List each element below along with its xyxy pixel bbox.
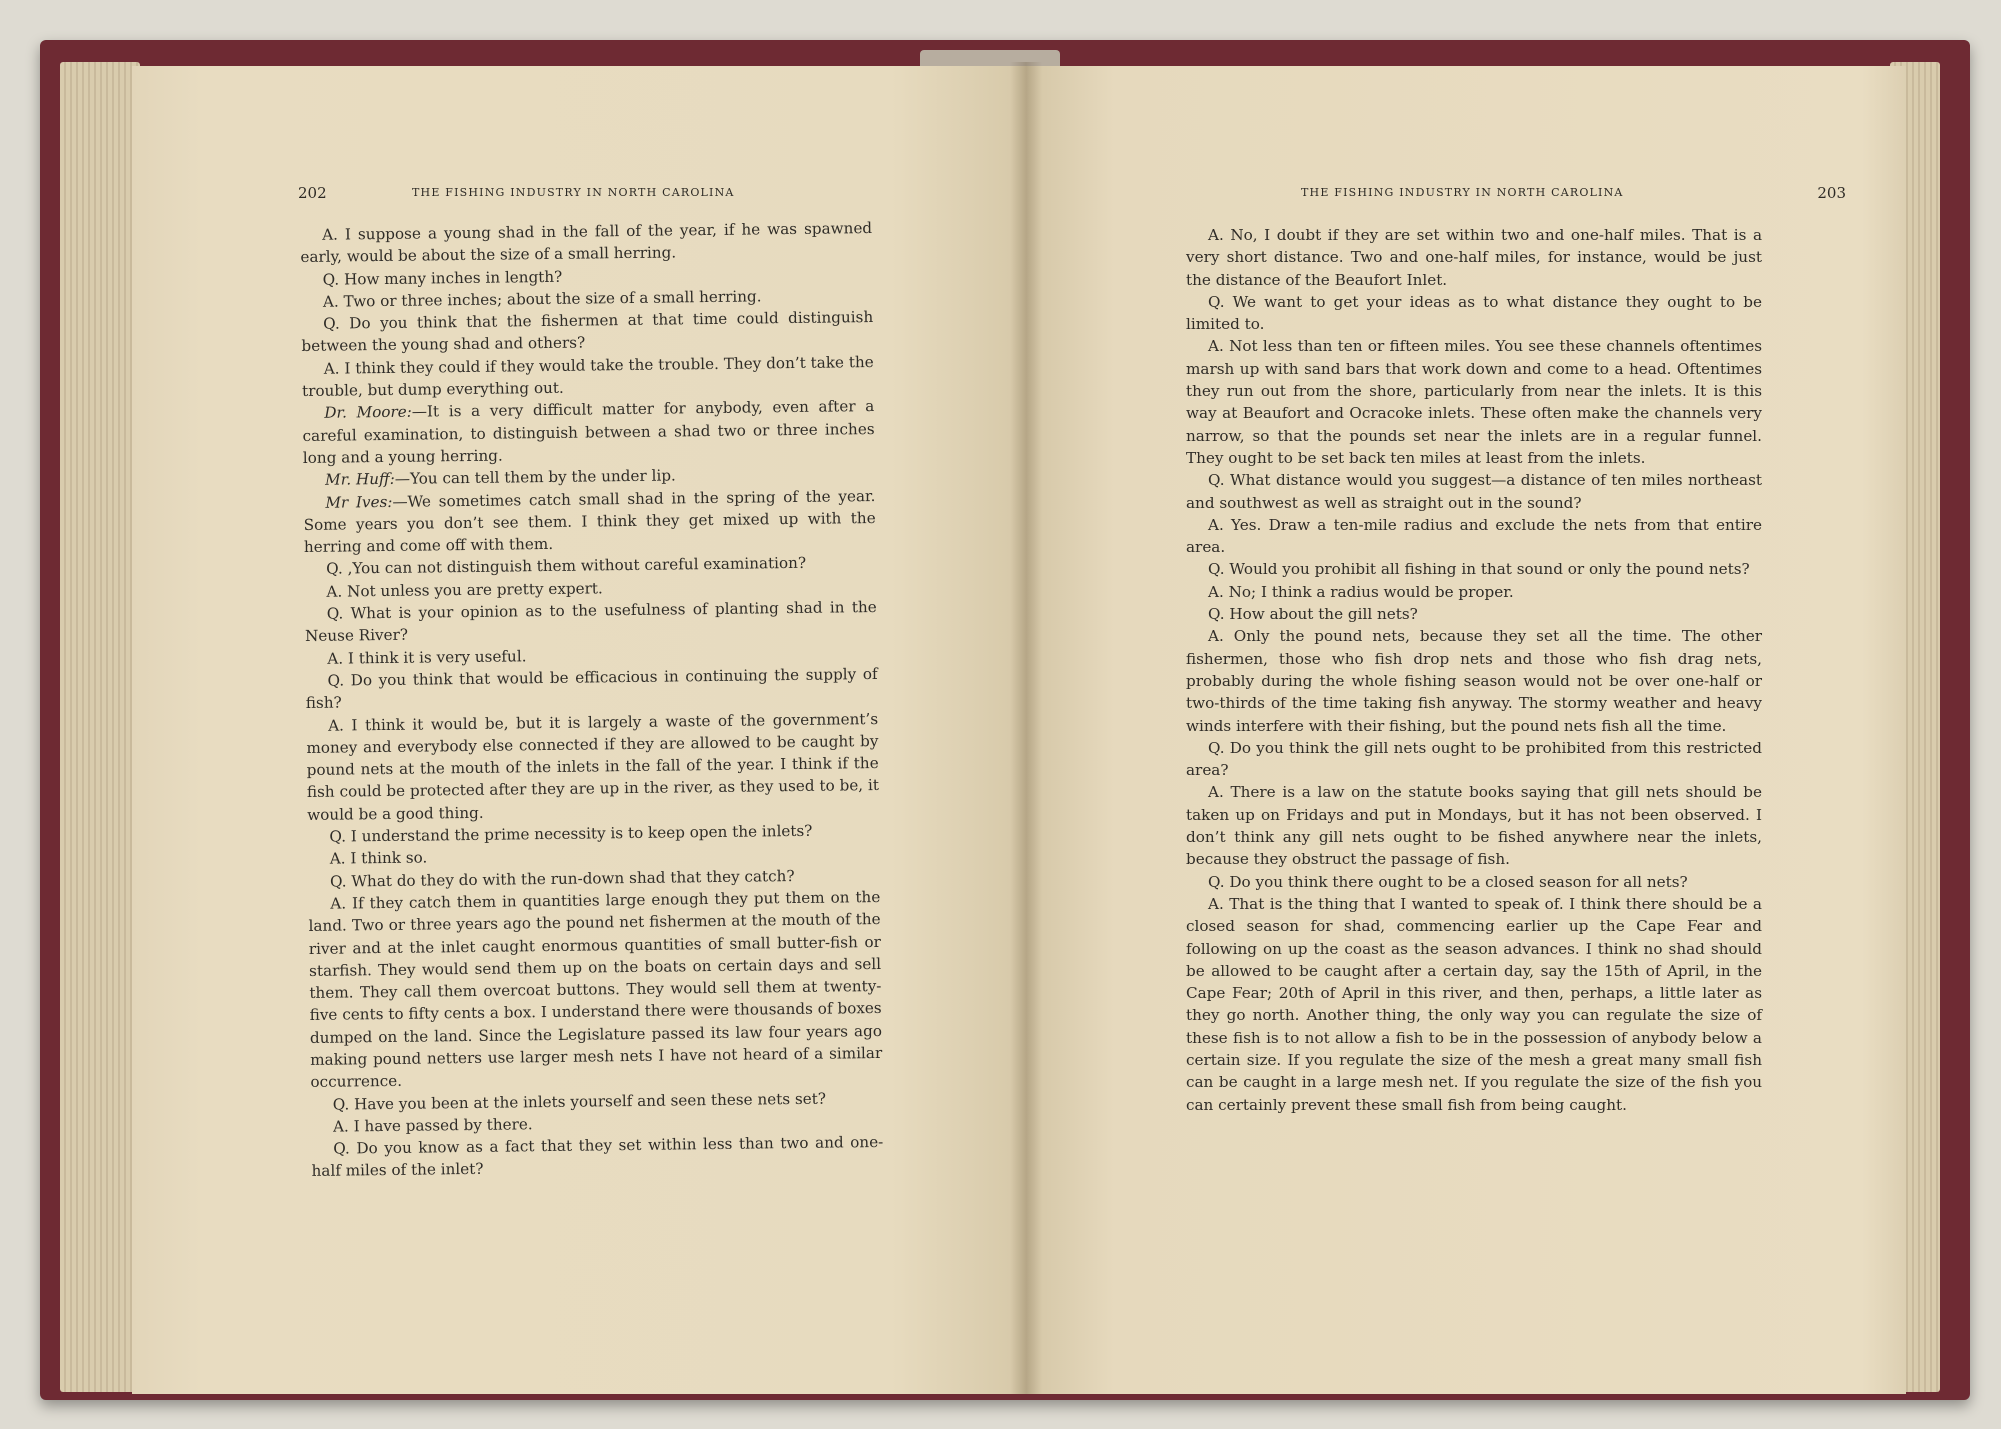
paragraph-text: A. There is a law on the statute books saying that gill nets should be taken up on Fridays and put in Mondays, but it has not been observed. I don’t think any gill nets ought to be fished anywhere near the inlets, because they obstruct the passage of fish. [1186,783,1762,869]
paragraph-text: Q. What is your opinion as to the usefulness of planting shad in the Neuse River? [304,598,877,646]
paragraph-text: A. No; I think a radius would be proper. [1208,582,1514,601]
paragraph [303,485,876,559]
paragraph [1186,514,1762,559]
paragraph-text: A. Two or three inches; about the size of a small herring. [322,287,762,311]
paragraph-text: Q. ,You can not distinguish them without careful examination? [326,554,807,579]
running-head: THE FISHING INDUSTRY IN NORTH CAROLINA [412,186,735,199]
paragraph [300,217,873,269]
paragraph [1186,224,1762,291]
paragraph [1186,558,1762,580]
paragraph [1186,603,1762,625]
paragraph-text: A. Not unless you are pretty expert. [326,579,603,601]
paragraph-text: Q. Have you been at the inlets yourself and seen these nets set? [332,1089,827,1114]
right-page-header [1026,184,1906,208]
paragraph [1186,335,1762,469]
paragraph-text: Q. Do you think the gill nets ought to be prohibited from this restricted area? [1186,738,1762,780]
page-edges-left [60,62,140,1392]
paragraph-text: Q. How many inches in length? [322,267,563,289]
running-head: THE FISHING INDUSTRY IN NORTH CAROLINA [1301,186,1624,199]
speaker-name: Dr. Moore: [324,403,412,423]
paragraph [308,886,882,1094]
paragraph-text: A. I think they could if they would take the trouble. They don’t take the trouble, but dump everything out. [301,352,874,401]
paragraph [1186,737,1762,782]
paragraph-text: A. Yes. Draw a ten-mile radius and exclude the nets from that entire area. [1186,515,1762,557]
page-number: 202 [298,184,327,202]
paragraph [1186,871,1762,893]
paragraph-text: Q. We want to get your ideas as to what distance they ought to be limited to. [1186,292,1762,334]
speaker-name: Mr. Huff: [325,470,395,489]
paragraph-text: A. That is the thing that I wanted to speak of. I think there should be a closed season for shad, commencing earlier up the Cape Fear and following on up the coast as the season advances. I think no shad should be allowed to be caught after a certain day, say the 15th of April, in the Cape Fear; 20th of April in this river, and then, perhaps, a little later as they go north. Another thing, the only way you can regulate the size of these fish is to not allow a fish to be in the possession of anybody below a certain size. If you regulate the size of the mesh a great many small fish can be caught in a large mesh net. If you regulate the size of the fish you can certainly prevent these small fish from being caught. [1186,894,1762,1114]
paragraph [1186,581,1762,603]
paragraph-text: Q. Do you think there ought to be a closed season for all nets? [1208,872,1688,891]
paragraph-text: Q. Would you prohibit all fishing in that sound or only the pound nets? [1208,560,1750,579]
paragraph [305,596,878,648]
paragraph [1186,469,1762,514]
paragraph-text: A. I think it would be, but it is largely a waste of the government’s money and everybody else connected if they are allowed to be caught by pound nets at the mouth of the inlets in the fall of the year. I think if the fish could be protected after they are up in the river, as they used to be, it would be a good thing. [306,709,880,824]
paragraph [311,1131,884,1183]
right-page-body [1186,224,1762,1116]
paragraph-text: A. I have passed by there. [332,1115,533,1136]
paragraph-text: Q. Do you think that would be efficacious in continuing the supply of fish? [305,664,878,713]
paragraph [302,351,875,403]
left-page-body [300,217,884,1183]
paragraph-text: A. No, I doubt if they are set within two and one-half miles. That is a very short distance. Two and one-half miles, for instance, would be just the distance of the Beaufort Inlet. [1186,226,1762,289]
paragraph-text: Q. Do you think that the fishermen at that time could distinguish between the young shad and others? [301,308,874,356]
left-page [132,66,1026,1394]
paragraph [301,306,874,358]
gutter-shadow [1010,62,1042,1394]
paragraph-text: Q. Do you know as a fact that they set within less than two and one-half miles of the inlet? [311,1133,884,1181]
paragraph-text: —We sometimes catch small shad in the spring of the year. Some years you don’t see them. I think they get mixed up with the herring and come off with them. [303,486,876,557]
paragraph-text: Q. What do they do with the run-down shad that they catch? [329,866,795,891]
paragraph [1186,893,1762,1116]
paragraph-text: A. I think it is very useful. [327,646,527,668]
paragraph [306,708,879,826]
paragraph [302,395,875,469]
paragraph-text: A. I think so. [329,848,428,868]
paragraph-text: Q. I understand the prime necessity is to keep open the inlets? [329,821,813,846]
paragraph [1186,781,1762,870]
paragraph-text: —It is a very difficult matter for anybody, even after a careful examination, to distinguish between a shad two or three inches long and a young herring. [302,397,875,467]
paragraph [305,663,878,715]
paragraph [1186,625,1762,736]
paragraph-text: Q. How about the gill nets? [1208,605,1418,624]
paragraph-text: —You can tell them by the under lip. [394,466,676,489]
speaker-name: Mr Ives: [325,492,393,512]
paragraph [1186,291,1762,336]
paragraph-text: Q. What distance would you suggest—a distance of ten miles northeast and southwest as well as straight out in the sound? [1186,471,1762,512]
paragraph-text: A. Only the pound nets, because they set all the time. The other fishermen, those who fish drop nets and those who fish drag nets, probably during the whole fishing season would not be over one-half or two-thirds of the time taking fish anyway. The stormy weather and heavy winds interfere with their fishing, but the pound nets fish all the time. [1186,627,1762,735]
paragraph-text: A. I suppose a young shad in the fall of the year, if he was spawned early, would be about the size of a small herring. [300,219,873,267]
paragraph-text: A. Not less than ten or fifteen miles. You see these channels oftentimes marsh up with sand bars that work down and come to a head. Oftentimes they run out from the shore, particularly from near the inlets. It is this way at Beaufort and Ocracoke inlets. These often make the channels very narrow, so that the pounds set near the inlets are in a regular funnel. They ought to be set back ten miles at least from the inlets. [1186,337,1762,467]
paragraph-text: A. If they catch them in quantities large enough they put them on the land. Two or three years ago the pound net fishermen at the mouth of the river and at the inlet caught enormous quantities of small butter-fish or starfish. They would send them up on the boats on certain days and sell them. They call them overcoat buttons. They would sell them at twenty-five cents to fifty cents a box. I understand there were thousands of boxes dumped on the land. Since the Legislature passed its law four years ago making pound netters use larger mesh nets I have not heard of a similar occurrence. [308,887,883,1092]
right-page [1026,66,1906,1394]
left-page-header [132,184,1026,208]
page-number: 203 [1817,184,1846,202]
